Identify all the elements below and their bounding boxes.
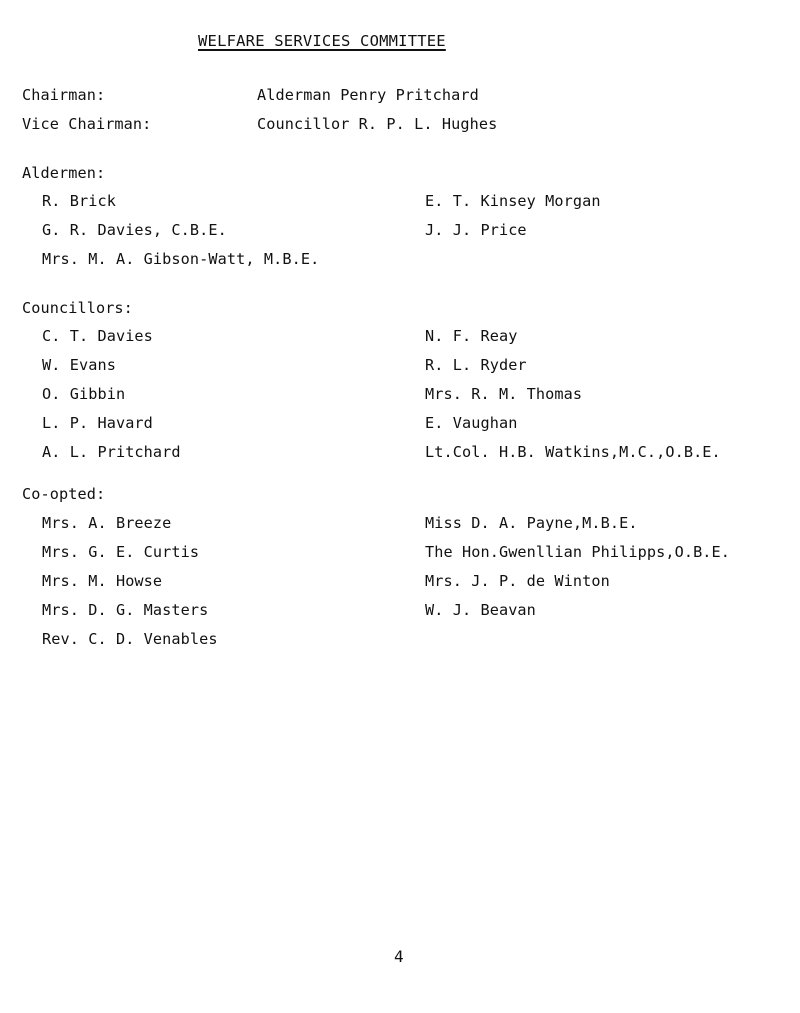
chairman-name: Alderman Penry Pritchard [257,86,479,104]
page-title: WELFARE SERVICES COMMITTEE [198,32,446,50]
alderman-entry: G. R. Davies, C.B.E. [42,221,227,239]
coopted-entry: Mrs. A. Breeze [42,514,172,532]
alderman-entry: E. T. Kinsey Morgan [425,192,601,210]
councillor-entry: A. L. Pritchard [42,443,181,461]
councillor-entry: N. F. Reay [425,327,518,345]
coopted-entry: W. J. Beavan [425,601,536,619]
councillor-entry: Lt.Col. H.B. Watkins,M.C.,O.B.E. [425,443,721,461]
coopted-entry: Miss D. A. Payne,M.B.E. [425,514,638,532]
coopted-entry: The Hon.Gwenllian Philipps,O.B.E. [425,543,731,561]
alderman-entry: R. Brick [42,192,116,210]
councillor-entry: C. T. Davies [42,327,153,345]
vice-chairman-name: Councillor R. P. L. Hughes [257,115,498,133]
councillor-entry: E. Vaughan [425,414,518,432]
councillor-entry: W. Evans [42,356,116,374]
councillor-entry: Mrs. R. M. Thomas [425,385,583,403]
coopted-entry: Rev. C. D. Venables [42,630,218,648]
coopted-entry: Mrs. D. G. Masters [42,601,209,619]
coopted-entry: Mrs. G. E. Curtis [42,543,200,561]
councillors-heading: Councillors: [22,299,133,317]
alderman-entry: Mrs. M. A. Gibson-Watt, M.B.E. [42,250,320,268]
chairman-label: Chairman: [22,86,106,104]
coopted-entry: Mrs. J. P. de Winton [425,572,610,590]
coopted-entry: Mrs. M. Howse [42,572,163,590]
aldermen-heading: Aldermen: [22,164,106,182]
vice-chairman-label: Vice Chairman: [22,115,152,133]
alderman-entry: J. J. Price [425,221,527,239]
councillor-entry: L. P. Havard [42,414,153,432]
page-number: 4 [394,947,404,966]
councillor-entry: O. Gibbin [42,385,126,403]
coopted-heading: Co-opted: [22,485,106,503]
councillor-entry: R. L. Ryder [425,356,527,374]
